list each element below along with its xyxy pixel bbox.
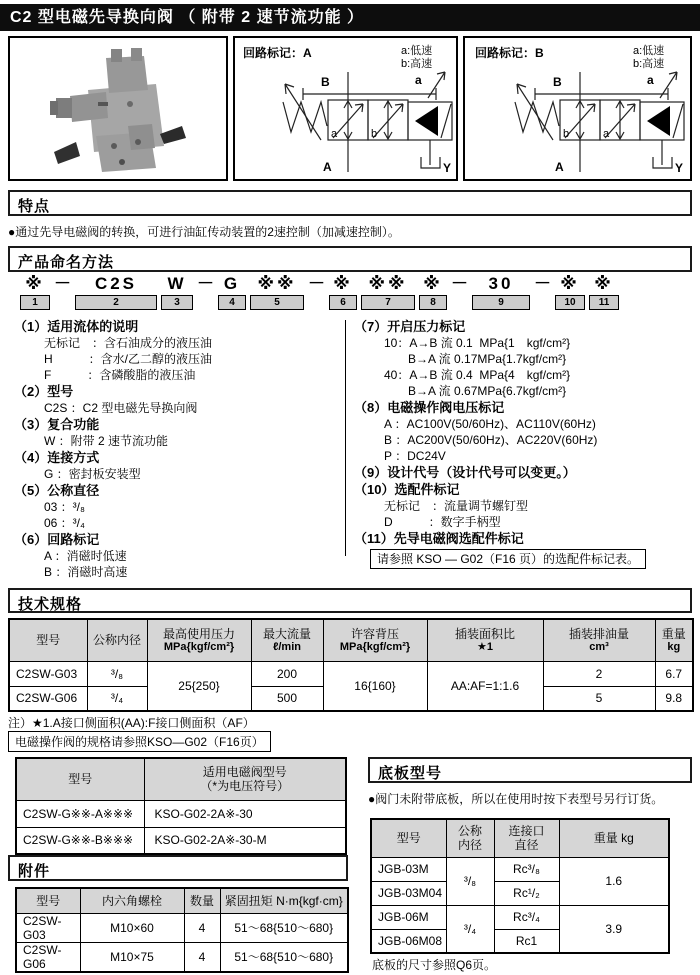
specs-col-flow: 最大流量 ℓ/min [251, 619, 323, 661]
naming-item-title: （10）选配件标记 [354, 482, 460, 497]
code-box-2: 2 [75, 295, 157, 310]
solenoid-header-row [16, 758, 346, 800]
code-box-6: 6 [329, 295, 357, 310]
specs-col-weight: 重量 kg [655, 619, 693, 661]
pilot-option-note: 请参照 KSO — G02（F16 页）的选配件标记表。 [370, 549, 646, 569]
baseplate-weight: 3.9 [559, 905, 669, 953]
spec-drain: 5 [543, 686, 655, 711]
accessories-col-torque: 紧固扭矩 N·m{kgf·cm} [220, 888, 348, 913]
diagram-b-port-a-bottom: A [555, 160, 564, 174]
specs-header-row [9, 619, 693, 661]
naming-item-line: 无标记 ：流量调节螺钉型 [384, 499, 529, 513]
page-title: C2 型电磁先导换向阀 （ 附带 2 速节流功能 ） [0, 4, 700, 31]
solenoid-valve: KSO-G02-2A※-30-M [144, 827, 346, 854]
specs-col-bore: 公称内径 [87, 619, 147, 661]
naming-item-title: （5）公称直径 [14, 483, 100, 498]
code-segment-9: 30 9 [472, 273, 530, 310]
naming-item-line: A ：AC100V(50/60Hz)、AC110V(60Hz) [384, 417, 596, 431]
naming-item-title: （9）设计代号（设计代号可以变更。） [354, 465, 576, 480]
accessories-header-row [16, 888, 348, 913]
table-row [371, 857, 669, 881]
table-row [16, 942, 348, 972]
baseplate-port: Rc1 [494, 929, 559, 953]
naming-item-line: D ：数字手柄型 [384, 515, 501, 529]
model-code-row [20, 273, 619, 310]
table-row [9, 661, 693, 686]
code-segment-8: ※ 8 [419, 273, 447, 310]
baseplate-model: JGB-06M08 [371, 929, 446, 953]
naming-item-line: W ：附带 2 速节流功能 [44, 434, 169, 448]
naming-item-title: （11）先导电磁阀选配件标记 [354, 531, 524, 546]
solenoid-col-model: 型号 [16, 758, 144, 800]
code-dash: － [451, 274, 468, 293]
specs-table [8, 618, 694, 712]
baseplate-model: JGB-03M [371, 857, 446, 881]
code-box-1: 1 [20, 295, 50, 310]
diagram-a-port-a-top: a [415, 73, 422, 87]
naming-item-line: H ：含水/乙二醇的液压油 [44, 352, 213, 366]
naming-heading: 产品命名方法 [8, 246, 692, 272]
naming-right-column [354, 318, 694, 569]
code-dash: － [308, 274, 325, 293]
specs-col-backpressure: 许容背压 MPa{kgf/cm²} [323, 619, 427, 661]
spec-bore: ³/₄ [87, 686, 147, 711]
accessory-qty: 4 [184, 913, 220, 942]
solenoid-valve: KSO-G02-2A※-30 [144, 800, 346, 827]
features-heading: 特点 [8, 190, 692, 216]
baseplate-port: Rc³/₈ [494, 857, 559, 881]
solenoid-model: C2SW-G※※-A※※※ [16, 800, 144, 827]
table-row [16, 913, 348, 942]
baseplate-model: JGB-06M [371, 905, 446, 929]
naming-item-title: （7）开启压力标记 [354, 319, 466, 334]
code-dash: － [54, 274, 71, 293]
specs-note: 注）★1.A接口侧面积(AA):F接口侧面积（AF） [8, 716, 255, 730]
specs-boxed-note: 电磁操作阀的规格请参照KSO—G02（F16页） [8, 731, 271, 752]
accessory-qty: 4 [184, 942, 220, 972]
baseplate-footer: 底板的尺寸参照Q6页。 [372, 958, 497, 972]
accessory-torque: 51～68{510～680} [220, 942, 348, 972]
code-segment-11: ※ 11 [589, 273, 619, 310]
specs-heading: 技术规格 [8, 588, 692, 613]
diagram-b-port-y: Y [675, 161, 684, 175]
naming-item-line: 03 ：³/₈ [44, 500, 85, 514]
naming-item-line: B ：消磁时高速 [44, 565, 128, 579]
code-box-7: 7 [361, 295, 415, 310]
diagram-a-left-box-label: a [331, 128, 338, 140]
code-segment-7: ※※ 7 [361, 273, 415, 310]
diagram-a-port-y: Y [443, 161, 452, 175]
code-box-10: 10 [555, 295, 585, 310]
baseplate-bullet: ●阀门未附带底板，所以在使用时按下表型号另行订货。 [368, 792, 664, 806]
baseplate-bore: ³/₈ [446, 857, 494, 905]
code-box-3: 3 [161, 295, 193, 310]
code-segment-4: G 4 [218, 273, 246, 310]
circuit-diagram-b-frame [463, 36, 692, 181]
spec-weight: 6.7 [655, 661, 693, 686]
naming-item-line: 10：A→B 流 0.1 MPa{1 kgf/cm²} [384, 336, 571, 350]
baseplate-weight: 1.6 [559, 857, 669, 905]
code-dash: － [197, 274, 214, 293]
accessories-heading: 附件 [8, 855, 348, 881]
naming-item-line: C2S ：C2 型电磁先导换向阀 [44, 401, 198, 415]
naming-item-line: B→A 流 0.67MPa{6.7kgf/cm²} [384, 384, 567, 398]
accessory-torque: 51～68{510～680} [220, 913, 348, 942]
naming-item-line: B ：AC200V(50/60Hz)、AC220V(60Hz) [384, 433, 598, 447]
solenoid-valve-table [15, 757, 347, 855]
code-box-4: 4 [218, 295, 246, 310]
naming-item-title: （4）连接方式 [14, 450, 100, 465]
spec-arearatio: AA:AF=1:1.6 [427, 661, 543, 711]
accessories-col-bolt: 内六角螺栓 [80, 888, 184, 913]
baseplate-col-bore: 公称 内径 [446, 819, 494, 857]
baseplate-heading: 底板型号 [368, 757, 692, 783]
baseplate-col-weight: 重量 kg [559, 819, 669, 857]
circuit-diagram-b [465, 38, 690, 179]
spec-weight: 9.8 [655, 686, 693, 711]
naming-item-line: G ：密封板安装型 [44, 467, 141, 481]
diagram-a-legend-high: b:高速 [401, 58, 433, 70]
code-segment-6: ※ 6 [329, 273, 357, 310]
naming-item-title: （8）电磁操作阀电压标记 [354, 400, 505, 415]
baseplate-port: Rc¹/₂ [494, 881, 559, 905]
naming-item-title: （2）型号 [14, 384, 74, 399]
table-row [16, 800, 346, 827]
specs-col-arearatio: 插装面积比 ★1 [427, 619, 543, 661]
baseplate-header-row [371, 819, 669, 857]
naming-left-column [14, 318, 339, 580]
baseplate-bore: ³/₄ [446, 905, 494, 953]
naming-item-line: 40：A→B 流 0.4 MPa{4 kgf/cm²} [384, 368, 571, 382]
code-segment-3: W 3 [161, 273, 193, 310]
naming-item-line: A ：消磁时低速 [44, 549, 127, 563]
accessories-table [15, 887, 349, 973]
table-row [16, 827, 346, 854]
diagram-b-port-a-top: a [647, 73, 654, 87]
naming-item-line: P ：DC24V [384, 449, 446, 463]
features-bullet: ●通过先导电磁阀的转换，可进行油缸传动装置的2速控制（加减速控制）。 [8, 225, 400, 239]
code-segment-2: C2S 2 [75, 273, 157, 310]
code-box-5: 5 [250, 295, 304, 310]
column-divider [345, 320, 346, 556]
diagram-a-legend-low: a:低速 [401, 45, 433, 57]
baseplate-col-port: 连接口 直径 [494, 819, 559, 857]
baseplate-col-model: 型号 [371, 819, 446, 857]
naming-item-line: F ：含磷酸脂的液压油 [44, 368, 196, 382]
specs-col-drain: 插装排油量 cm³ [543, 619, 655, 661]
circuit-diagram-a [235, 38, 456, 179]
diagram-a-title: 回路标记：A [243, 46, 312, 60]
spec-flow: 500 [251, 686, 323, 711]
naming-item-title: （3）复合功能 [14, 417, 100, 432]
accessory-model: C2SW-G03 [16, 913, 80, 942]
naming-item-line: B→A 流 0.17MPa{1.7kgf/cm²} [384, 352, 567, 366]
baseplate-model: JGB-03M04 [371, 881, 446, 905]
spec-model: C2SW-G06 [9, 686, 87, 711]
accessory-bolt: M10×60 [80, 913, 184, 942]
spec-pressure: 25{250} [147, 661, 251, 711]
solenoid-model: C2SW-G※※-B※※※ [16, 827, 144, 854]
diagram-b-legend-high: b:高速 [633, 58, 665, 70]
accessory-bolt: M10×75 [80, 942, 184, 972]
diagram-b-port-b: B [553, 75, 562, 89]
solenoid-col-valve: 适用电磁阀型号 （*为电压符号） [144, 758, 346, 800]
specs-col-model: 型号 [9, 619, 87, 661]
accessories-col-model: 型号 [16, 888, 80, 913]
baseplate-port: Rc³/₄ [494, 905, 559, 929]
code-segment-5: ※※ 5 [250, 273, 304, 310]
diagram-b-title: 回路标记：B [475, 46, 544, 60]
spec-drain: 2 [543, 661, 655, 686]
diagram-a-port-b: B [321, 75, 330, 89]
code-segment-1: ※ 1 [20, 273, 50, 310]
spec-model: C2SW-G03 [9, 661, 87, 686]
code-box-11: 11 [589, 295, 619, 310]
code-box-8: 8 [419, 295, 447, 310]
accessories-col-qty: 数量 [184, 888, 220, 913]
code-dash: － [534, 274, 551, 293]
code-box-9: 9 [472, 295, 530, 310]
naming-item-title: （6）回路标记 [14, 532, 100, 547]
diagram-b-legend-low: a:低速 [633, 45, 665, 57]
accessory-model: C2SW-G06 [16, 942, 80, 972]
diagram-a-right-box-label: b [371, 128, 378, 140]
code-segment-10: ※ 10 [555, 273, 585, 310]
valve-photo-frame [8, 36, 228, 181]
naming-item-title: （1）适用流体的说明 [14, 319, 139, 334]
diagram-b-right-box-label: a [603, 128, 610, 140]
valve-photo [10, 38, 226, 179]
table-row [371, 905, 669, 929]
spec-backpressure: 16{160} [323, 661, 427, 711]
naming-item-line: 06 ：³/₄ [44, 516, 85, 530]
circuit-diagram-a-frame [233, 36, 458, 181]
diagram-a-port-a-bottom: A [323, 160, 332, 174]
spec-flow: 200 [251, 661, 323, 686]
diagram-b-left-box-label: b [563, 128, 570, 140]
specs-col-pressure: 最高使用压力 MPa{kgf/cm²} [147, 619, 251, 661]
spec-bore: ³/₈ [87, 661, 147, 686]
baseplate-table [370, 818, 670, 954]
naming-item-line: 无标记 ：含石油成分的液压油 [44, 336, 213, 350]
